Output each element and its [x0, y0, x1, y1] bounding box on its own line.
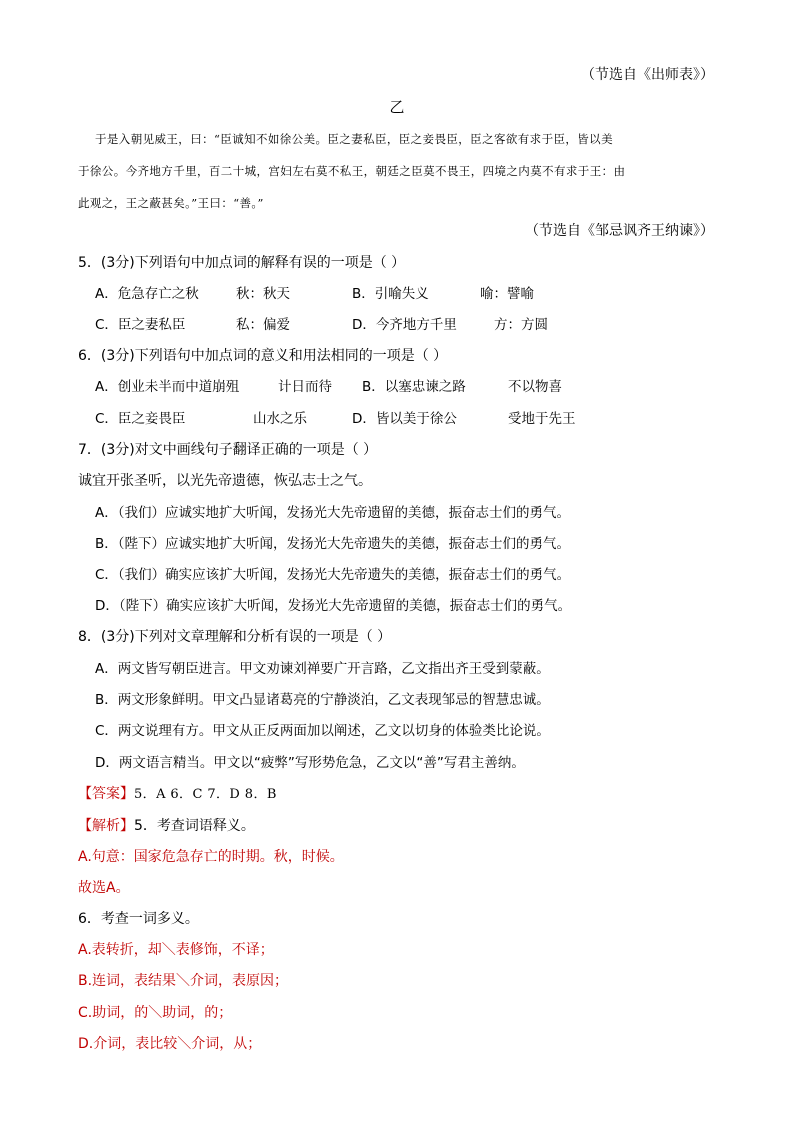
option-c-gloss: 私：偏爱	[236, 317, 290, 333]
option-d-compare: 受地于先王	[508, 411, 576, 427]
passage-line: 于是入朝见威王，曰：“臣诚知不如徐公美。臣之妻私臣，臣之妾畏臣，臣之客欲有求于臣，皆以美	[95, 132, 613, 146]
option-a: A．（我们）应诚实地扩大听闻，发扬光大先帝遗留的美德，振奋志士们的勇气。	[95, 505, 570, 521]
option-b: B．以塞忠谏之路	[362, 379, 466, 395]
option-a: A．创业未半而中道崩殂	[95, 379, 240, 395]
option-c: C．（我们）确实应该扩大听闻，发扬光大先帝遗失的美德，振奋志士们的勇气。	[95, 567, 571, 583]
option-a: A．危急存亡之秋	[95, 286, 199, 302]
question-stem: 6．(3分)下列语句中加点词的意义和用法相同的一项是（ ）	[78, 348, 448, 364]
passage-heading-yi: 乙	[389, 98, 405, 116]
analysis-tag: 【解析】	[78, 818, 134, 834]
analysis-detail: A.表转折，却＼表修饰，不译；	[78, 942, 274, 958]
option-c: C．臣之妾畏臣	[95, 411, 186, 427]
analysis-text: 5．考查词语释义。	[134, 818, 255, 834]
analysis-detail: B.连词，表结果＼介词，表原因；	[78, 973, 289, 989]
question-stem: 8．(3分)下列对文章理解和分析有误的一项是（ ）	[78, 629, 392, 645]
passage-line: 于徐公。今齐地方千里，百二十城，宫妇左右莫不私王，朝廷之臣莫不畏王，四境之内莫不有求于王：由	[78, 164, 626, 178]
option-b: B．两文形象鲜明。甲文凸显诸葛亮的宁静淡泊，乙文表现邹忌的智慧忠诚。	[95, 692, 550, 708]
option-a-compare: 计日而待	[278, 379, 332, 395]
underlined-sentence: 诚宜开张圣听，以光先帝遗德，恢弘志士之气。	[78, 473, 372, 489]
option-b-compare: 不以物喜	[508, 379, 562, 395]
answer-text: 5．A 6．C 7．D 8．B	[134, 787, 277, 802]
option-b-gloss: 喻：譬喻	[480, 286, 534, 302]
option-c: C．臣之妻私臣	[95, 317, 186, 333]
question-stem: 7．(3分)对文中画线句子翻译正确的一项是（ ）	[78, 442, 378, 458]
analysis-detail: A.句意：国家危急存亡的时期。秋，时候。	[78, 849, 344, 865]
analysis-line	[78, 817, 255, 835]
option-b: B．引喻失义	[352, 286, 429, 302]
analysis-detail: 故选A。	[78, 880, 130, 896]
analysis-detail: C.助词，的＼助词，的；	[78, 1005, 233, 1021]
option-b: B．（陛下）应诚实地扩大听闻，发扬光大先帝遗失的美德，振奋志士们的勇气。	[95, 536, 571, 552]
analysis-detail: 6．考查一词多义。	[78, 911, 199, 927]
option-d: D．皆以美于徐公	[352, 411, 457, 427]
passage-line: 此观之，王之蔽甚矣。”王曰：“善。”	[78, 196, 264, 210]
option-c: C．两文说理有方。甲文从正反两面加以阐述，乙文以切身的体验类比论说。	[95, 723, 550, 739]
option-d: D．今齐地方千里	[352, 317, 457, 333]
analysis-detail: D.介词，表比较＼介词，从；	[78, 1036, 262, 1052]
answer-tag: 【答案】	[78, 786, 134, 802]
option-d: D．（陛下）确实应该扩大听闻，发扬光大先帝遗留的美德，振奋志士们的勇气。	[95, 598, 572, 614]
answer-line	[78, 785, 277, 804]
option-d-gloss: 方：方圆	[494, 317, 548, 333]
source-zouji: （节选自《邹忌讽齐王纳谏》）	[525, 223, 714, 239]
question-stem: 5．(3分)下列语句中加点词的解释有误的一项是（ ）	[78, 255, 406, 271]
source-chushibiao: （节选自《出师表》）	[581, 67, 714, 83]
option-d: D．两文语言精当。甲文以“疲弊”写形势危急，乙文以“善”写君主善纳。	[95, 755, 525, 771]
option-a: A．两文皆写朝臣进言。甲文劝谏刘禅要广开言路，乙文指出齐王受到蒙蔽。	[95, 661, 550, 677]
option-a-gloss: 秋：秋天	[236, 286, 290, 302]
option-c-compare: 山水之乐	[253, 411, 307, 427]
